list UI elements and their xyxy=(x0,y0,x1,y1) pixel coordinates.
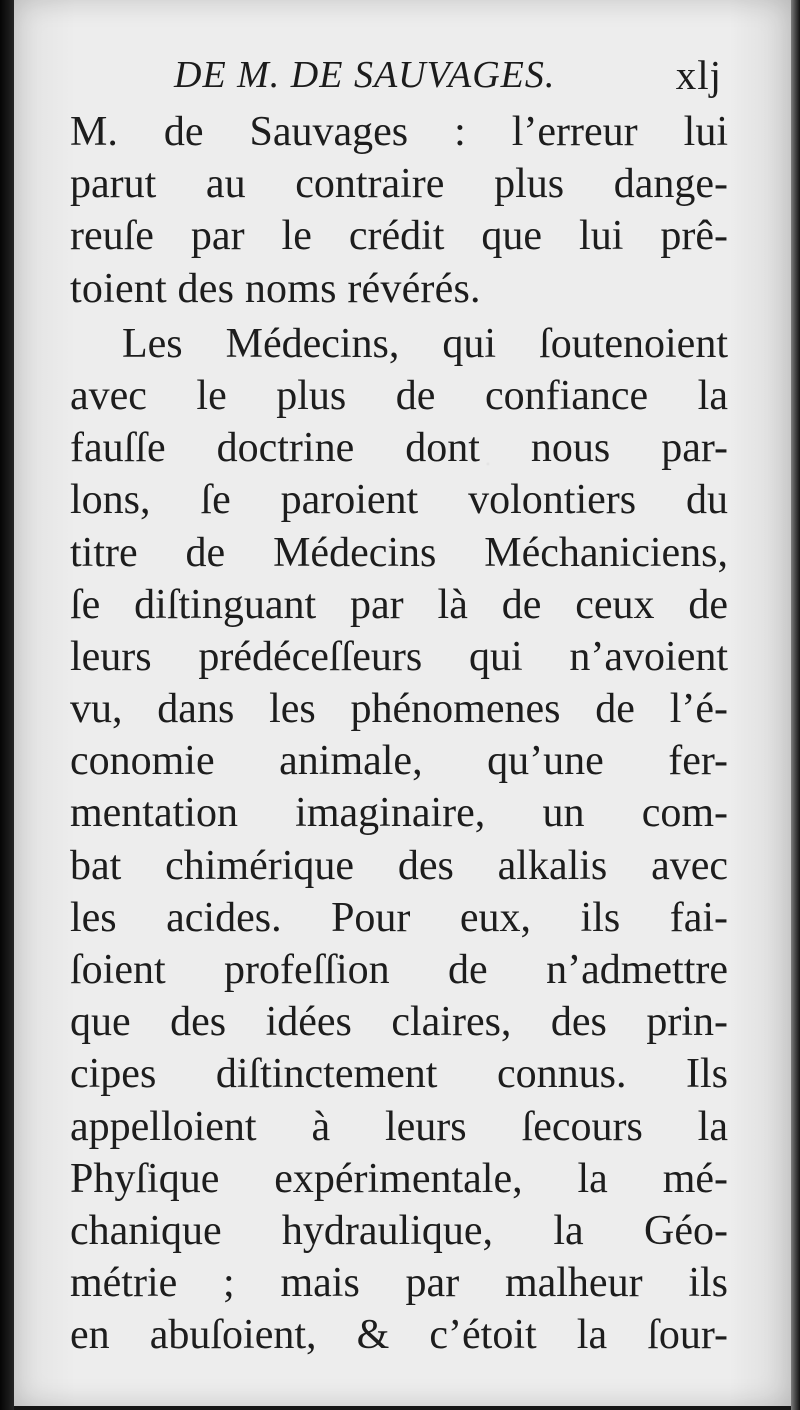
text-line: mentation imaginaire, un com- xyxy=(70,790,728,837)
text-line: M. de Sauvages : l’erreur lui xyxy=(70,109,728,155)
running-title: DE M. DE SAUVAGES. xyxy=(174,54,556,96)
text-line: toient des noms révérés. xyxy=(70,265,481,312)
text-line: Phyſique expérimentale, la mé- xyxy=(70,1155,728,1202)
text-line: fauſſe doctrine dont nous par- xyxy=(70,425,728,472)
text-line: leurs prédéceſſeurs qui n’avoient xyxy=(70,633,728,680)
text-line: avec le plus de confiance la xyxy=(70,372,728,419)
text-line: vu, dans les phénomenes de l’é- xyxy=(70,686,728,733)
text-line: lons, ſe paroient volontiers du xyxy=(70,477,728,524)
running-head xyxy=(174,52,734,112)
text-line: les acides. Pour eux, ils fai- xyxy=(70,894,728,941)
scan-left-edge xyxy=(0,0,14,1410)
text-line: Les Médecins, qui ſoutenoient xyxy=(122,320,728,367)
text-line: que des idées claires, des prin- xyxy=(70,999,728,1046)
text-line: bat chimérique des alkalis avec xyxy=(70,842,728,889)
text-line: cipes diſtinctement connus. Ils xyxy=(70,1051,728,1098)
page-text xyxy=(70,106,728,1362)
text-line: conomie animale, qu’une fer- xyxy=(70,738,728,785)
page-number: xlj xyxy=(675,52,722,98)
text-line: en abuſoient, & c’étoit la ſour- xyxy=(70,1312,728,1359)
text-line: ſoient profeſſion de n’admettre xyxy=(70,947,728,993)
book-page xyxy=(14,0,791,1406)
text-line: reuſe par le crédit que lui prê- xyxy=(70,213,728,260)
text-line: titre de Médecins Méchaniciens, xyxy=(70,529,728,576)
scan-right-edge xyxy=(791,0,800,1410)
text-line: appelloient à leurs ſecours la xyxy=(70,1103,728,1150)
text-line: ſe diſtinguant par là de ceux de xyxy=(70,581,728,628)
text-line: chanique hydraulique, la Géo- xyxy=(70,1207,728,1254)
text-line: métrie ; mais par malheur ils xyxy=(70,1260,728,1307)
text-line: parut au contraire plus dange- xyxy=(70,161,728,208)
